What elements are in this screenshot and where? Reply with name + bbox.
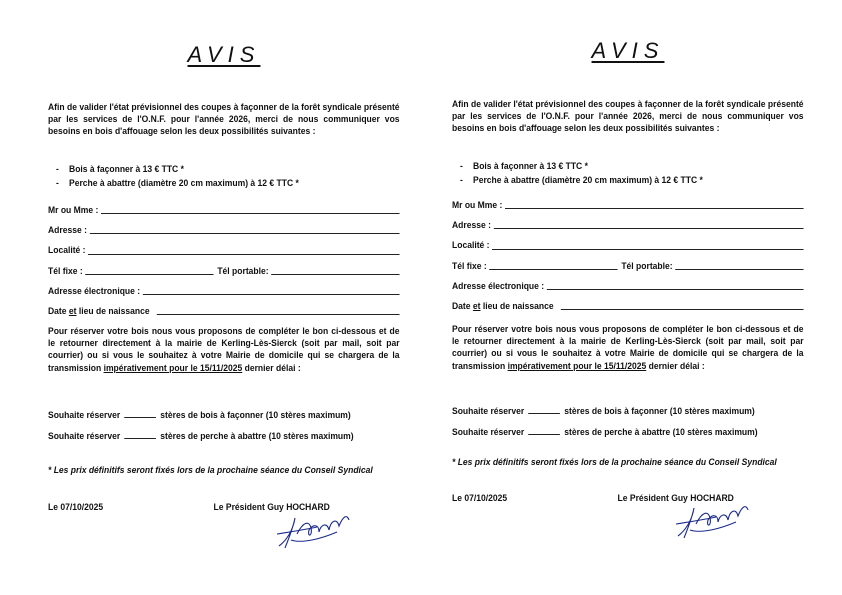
date-line: Le 07/10/2025 bbox=[452, 493, 508, 503]
name-field[interactable] bbox=[48, 204, 400, 216]
address-label: Adresse : bbox=[452, 220, 491, 231]
locality-label: Localité : bbox=[48, 245, 86, 256]
email-field[interactable] bbox=[452, 280, 804, 292]
name-field[interactable] bbox=[452, 199, 804, 211]
email-line[interactable] bbox=[547, 288, 804, 290]
president-name: Le Président Guy HOCHARD bbox=[213, 502, 330, 512]
name-line[interactable] bbox=[505, 207, 803, 209]
birth-line[interactable] bbox=[561, 308, 803, 310]
locality-line[interactable] bbox=[88, 253, 399, 255]
birth-label: Date et lieu de naissance bbox=[452, 301, 554, 312]
birth-label: Date et lieu de naissance bbox=[48, 306, 150, 317]
name-label: Mr ou Mme : bbox=[48, 205, 99, 215]
price-note: * Les prix définitifs seront fixés lors de la prochaine séance du Conseil Syndical bbox=[48, 465, 373, 475]
address-line[interactable] bbox=[90, 232, 400, 234]
reservation-form bbox=[48, 409, 400, 451]
option-wood: - Bois à façonner à 13 € TTC * bbox=[56, 163, 400, 175]
reservation-paragraph: Pour réserver votre bois nous vous proposons de compléter le bon ci-dessous et de le retourner directement à la mairie de Kerling-Lès-Sierck (soit par mail, soit par courrier) ou si vous le souhaitez à votre Mairie de domicile qui se chargera de la transmission impérativement pour le 15/11/2025 dernier délai : bbox=[48, 326, 400, 373]
option-pole: - Perche à abattre (diamètre 20 cm maximum) à 12 € TTC * bbox=[460, 174, 804, 186]
address-label: Adresse : bbox=[48, 225, 87, 236]
pole-reservation[interactable]: Souhaite réserver stères de perche à abattre (10 stères maximum) bbox=[452, 427, 758, 438]
email-label: Adresse électronique : bbox=[452, 280, 545, 291]
deadline: impérativement pour le 15/11/2025 bbox=[507, 360, 647, 371]
phone-fixed-line[interactable] bbox=[85, 273, 213, 275]
phone-field[interactable] bbox=[452, 260, 804, 272]
birth-field[interactable] bbox=[452, 300, 804, 312]
option-pole: - Perche à abattre (diamètre 20 cm maximum) à 12 € TTC * bbox=[56, 177, 400, 189]
birth-field[interactable] bbox=[48, 305, 400, 317]
price-options bbox=[56, 163, 400, 191]
address-field[interactable] bbox=[452, 219, 804, 231]
deadline: impérativement pour le 15/11/2025 bbox=[103, 362, 243, 373]
email-line[interactable] bbox=[143, 293, 400, 295]
notice-title: AVIS bbox=[187, 42, 261, 67]
address-line[interactable] bbox=[494, 227, 804, 229]
contact-form bbox=[48, 204, 400, 325]
wood-quantity-blank[interactable] bbox=[528, 413, 560, 414]
wood-quantity-blank[interactable] bbox=[124, 417, 156, 418]
wood-reservation[interactable]: Souhaite réserver stères de bois à façonner (10 stères maximum) bbox=[452, 406, 755, 416]
notice-title: AVIS bbox=[591, 38, 665, 63]
option-wood: - Bois à façonner à 13 € TTC * bbox=[460, 160, 804, 172]
wood-reservation[interactable]: Souhaite réserver stères de bois à façonner (10 stères maximum) bbox=[48, 410, 351, 420]
email-label: Adresse électronique : bbox=[48, 285, 141, 296]
address-field[interactable] bbox=[48, 224, 400, 236]
price-note: * Les prix définitifs seront fixés lors de la prochaine séance du Conseil Syndical bbox=[452, 457, 777, 467]
pole-quantity-blank[interactable] bbox=[124, 438, 156, 439]
president-name: Le Président Guy HOCHARD bbox=[617, 493, 734, 503]
email-field[interactable] bbox=[48, 285, 400, 297]
handwritten-signature bbox=[273, 510, 353, 552]
phone-mobile-label: Tél portable: bbox=[621, 260, 673, 271]
locality-field[interactable] bbox=[452, 239, 804, 251]
phone-mobile-label: Tél portable: bbox=[217, 265, 269, 276]
pole-reservation[interactable]: Souhaite réserver stères de perche à abattre (10 stères maximum) bbox=[48, 431, 354, 442]
phone-fixed-line[interactable] bbox=[489, 268, 617, 270]
locality-line[interactable] bbox=[492, 248, 803, 250]
phone-fixed-label: Tél fixe : bbox=[452, 260, 487, 271]
handwritten-signature bbox=[672, 500, 752, 542]
contact-form bbox=[452, 199, 804, 320]
name-label: Mr ou Mme : bbox=[452, 200, 503, 210]
phone-field[interactable] bbox=[48, 265, 400, 277]
intro-paragraph: Afin de valider l'état prévisionnel des coupes à façonner de la forêt syndicale présenté par les services de l'O.N.F. pour l'année 2026, merci de nous communiquer vos besoins en bois d'affouage selon les deux possibilités suivantes : bbox=[48, 102, 400, 137]
intro-paragraph: Afin de valider l'état prévisionnel des coupes à façonner de la forêt syndicale présenté par les services de l'O.N.F. pour l'année 2026, merci de nous communiquer vos besoins en bois d'affouage selon les deux possibilités suivantes : bbox=[452, 99, 804, 134]
phone-mobile-line[interactable] bbox=[271, 273, 399, 275]
reservation-form bbox=[452, 405, 804, 447]
reservation-paragraph: Pour réserver votre bois nous vous proposons de compléter le bon ci-dessous et de le retourner directement à la mairie de Kerling-Lès-Sierck (soit par mail, soit par courrier) ou si vous le souhaitez à votre Mairie de domicile qui se chargera de la transmission impérativement pour le 15/11/2025 dernier délai : bbox=[452, 324, 804, 371]
birth-line[interactable] bbox=[157, 313, 399, 315]
locality-label: Localité : bbox=[452, 240, 490, 251]
price-options bbox=[460, 160, 804, 188]
phone-fixed-label: Tél fixe : bbox=[48, 265, 83, 276]
locality-field[interactable] bbox=[48, 244, 400, 256]
name-line[interactable] bbox=[101, 212, 399, 214]
pole-quantity-blank[interactable] bbox=[528, 434, 560, 435]
date-line: Le 07/10/2025 bbox=[48, 502, 104, 512]
phone-mobile-line[interactable] bbox=[675, 268, 803, 270]
